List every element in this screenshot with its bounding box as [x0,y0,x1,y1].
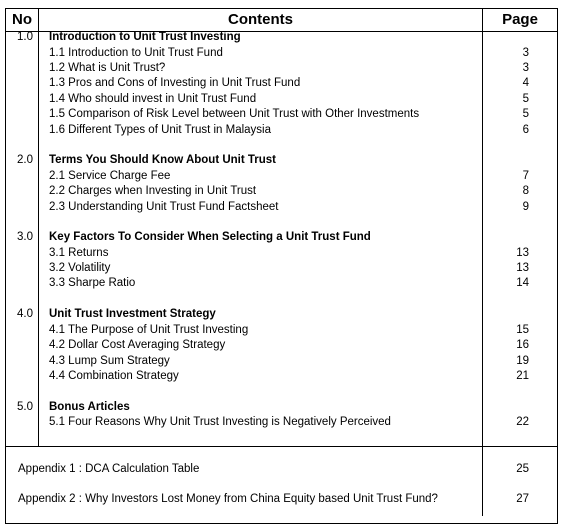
section-number: 5.0 [17,401,33,413]
toc-page-number: 5 [522,108,529,120]
toc-page-number: 16 [516,339,529,351]
toc-item[interactable]: 3.2 Volatility [49,262,111,274]
toc-page-number: 3 [522,47,529,59]
column-divider-no [38,9,39,446]
section-title[interactable]: Key Factors To Consider When Selecting a Unit Trust Fund [49,231,371,243]
section-title[interactable]: Bonus Articles [49,401,130,413]
section-number: 3.0 [17,231,33,243]
toc-page-number: 21 [516,370,529,382]
section-title[interactable]: Introduction to Unit Trust Investing [49,31,241,43]
appendix-item[interactable]: Appendix 2 : Why Investors Lost Money from China Equity based Unit Trust Fund? [18,493,438,505]
header-contents: Contents [228,11,293,28]
toc-page-number: 8 [522,185,529,197]
section-number: 1.0 [17,31,33,43]
toc-page-number: 5 [522,93,529,105]
toc-item[interactable]: 1.3 Pros and Cons of Investing in Unit Trust Fund [49,77,301,89]
toc-item[interactable]: 4.3 Lump Sum Strategy [49,355,170,367]
toc-page-number: 3 [522,62,529,74]
toc-item[interactable]: 2.1 Service Charge Fee [49,170,171,182]
toc-item[interactable]: 1.6 Different Types of Unit Trust in Malaysia [49,124,272,136]
column-divider-page [482,9,483,516]
appendix-page-number: 25 [516,463,529,475]
toc-page-number: 4 [522,77,529,89]
toc-page-number: 13 [516,262,529,274]
toc-page-number: 13 [516,247,529,259]
toc-item[interactable]: 1.5 Comparison of Risk Level between Unit Trust with Other Investments [49,108,420,120]
toc-item[interactable]: 4.2 Dollar Cost Averaging Strategy [49,339,226,351]
appendix-page-number: 27 [516,493,529,505]
section-title[interactable]: Terms You Should Know About Unit Trust [49,154,277,166]
toc-page-number: 7 [522,170,529,182]
toc-page-number: 9 [522,201,529,213]
header-no: No [12,11,32,28]
toc-page-number: 6 [522,124,529,136]
toc-item[interactable]: 3.1 Returns [49,247,109,259]
section-number: 4.0 [17,308,33,320]
toc-item[interactable]: 3.3 Sharpe Ratio [49,277,136,289]
table-of-contents [5,8,558,524]
toc-item[interactable]: 2.2 Charges when Investing in Unit Trust [49,185,257,197]
toc-page-number: 15 [516,324,529,336]
toc-item[interactable]: 4.4 Combination Strategy [49,370,179,382]
section-number: 2.0 [17,154,33,166]
toc-item[interactable]: 4.1 The Purpose of Unit Trust Investing [49,324,249,336]
toc-item[interactable]: 5.1 Four Reasons Why Unit Trust Investing is Negatively Perceived [49,416,391,428]
header-page: Page [502,11,538,28]
toc-item[interactable]: 1.2 What is Unit Trust? [49,62,166,74]
section-title[interactable]: Unit Trust Investment Strategy [49,308,216,320]
toc-item[interactable]: 2.3 Understanding Unit Trust Fund Factsheet [49,201,279,213]
appendix-divider [6,446,557,447]
appendix-item[interactable]: Appendix 1 : DCA Calculation Table [18,463,200,475]
toc-item[interactable]: 1.1 Introduction to Unit Trust Fund [49,47,223,59]
toc-page-number: 19 [516,355,529,367]
toc-page-number: 22 [516,416,529,428]
toc-page-number: 14 [516,277,529,289]
toc-item[interactable]: 1.4 Who should invest in Unit Trust Fund [49,93,257,105]
